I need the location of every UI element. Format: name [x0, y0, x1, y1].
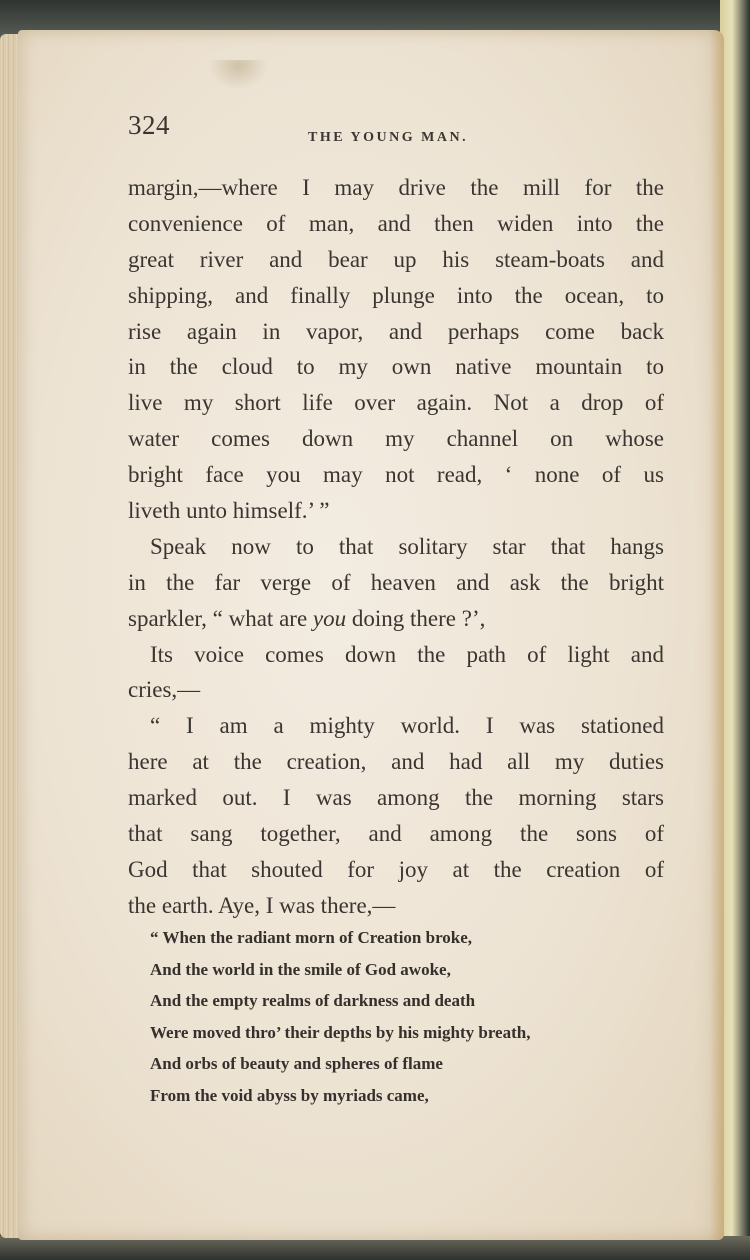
- text-line: bright face you may not read, ‘ none of us: [128, 462, 664, 488]
- verse-line: Were moved thro’ their depths by his mighty breath,: [150, 1022, 531, 1042]
- paragraph-3: [128, 637, 664, 709]
- scan-background-right: [720, 0, 750, 1260]
- text-line: liveth unto himself.’ ”: [128, 498, 330, 524]
- text-line: shipping, and finally plunge into the ocean, to: [128, 282, 664, 308]
- text-line: here at the creation, and had all my duties: [128, 749, 664, 775]
- text-line: in the cloud to my own native mountain to: [128, 354, 664, 380]
- text-line: convenience of man, and then widen into the: [128, 210, 664, 236]
- text-line-with-emphasis: [128, 601, 664, 637]
- body-text: [128, 170, 664, 924]
- paragraph-2: [128, 529, 664, 637]
- text-line: margin,—where I may drive the mill for the: [128, 175, 664, 200]
- verse-line: From the void abyss by myriads came,: [150, 1085, 429, 1105]
- page-number: 324: [128, 110, 170, 140]
- text-line: in the far verge of heaven and ask the bright: [128, 569, 664, 595]
- emphasized-word: you: [312, 605, 347, 631]
- text-line: great river and bear up his steam-boats and: [128, 246, 664, 272]
- text-line: water comes down my channel on whose: [128, 426, 664, 452]
- verse-line: And the world in the smile of God awoke,: [150, 959, 451, 979]
- text-line: Speak now to that solitary star that hangs: [150, 533, 664, 559]
- verse-line: “ When the radiant morn of Creation broke,: [150, 928, 473, 947]
- running-head: THE YOUNG MAN.: [308, 130, 469, 145]
- text-line: marked out. I was among the morning stars: [128, 785, 664, 811]
- text-line: rise again in vapor, and perhaps come back: [128, 318, 664, 344]
- verse-line: And the empty realms of darkness and death: [150, 991, 476, 1010]
- text-segment: doing there ?’,: [346, 605, 486, 631]
- page-header: [128, 110, 668, 150]
- page-tear-mark: [208, 60, 268, 90]
- text-line: God that shouted for joy at the creation of: [128, 856, 664, 882]
- text-line: that sang together, and among the sons of: [128, 821, 664, 847]
- text-line: cries,—: [128, 677, 201, 703]
- paragraph-1: [128, 170, 664, 529]
- text-line: the earth. Aye, I was there,—: [128, 892, 396, 918]
- text-line: live my short life over again. Not a drop of: [128, 390, 664, 416]
- verse-line: And orbs of beauty and spheres of flame: [150, 1054, 443, 1073]
- text-line: Its voice comes down the path of light and: [150, 641, 664, 667]
- text-line: “ I am a mighty world. I was stationed: [150, 713, 664, 739]
- verse-quotation: [150, 922, 670, 1111]
- paragraph-4: [128, 708, 664, 923]
- text-segment: sparkler, “ what are: [128, 605, 313, 631]
